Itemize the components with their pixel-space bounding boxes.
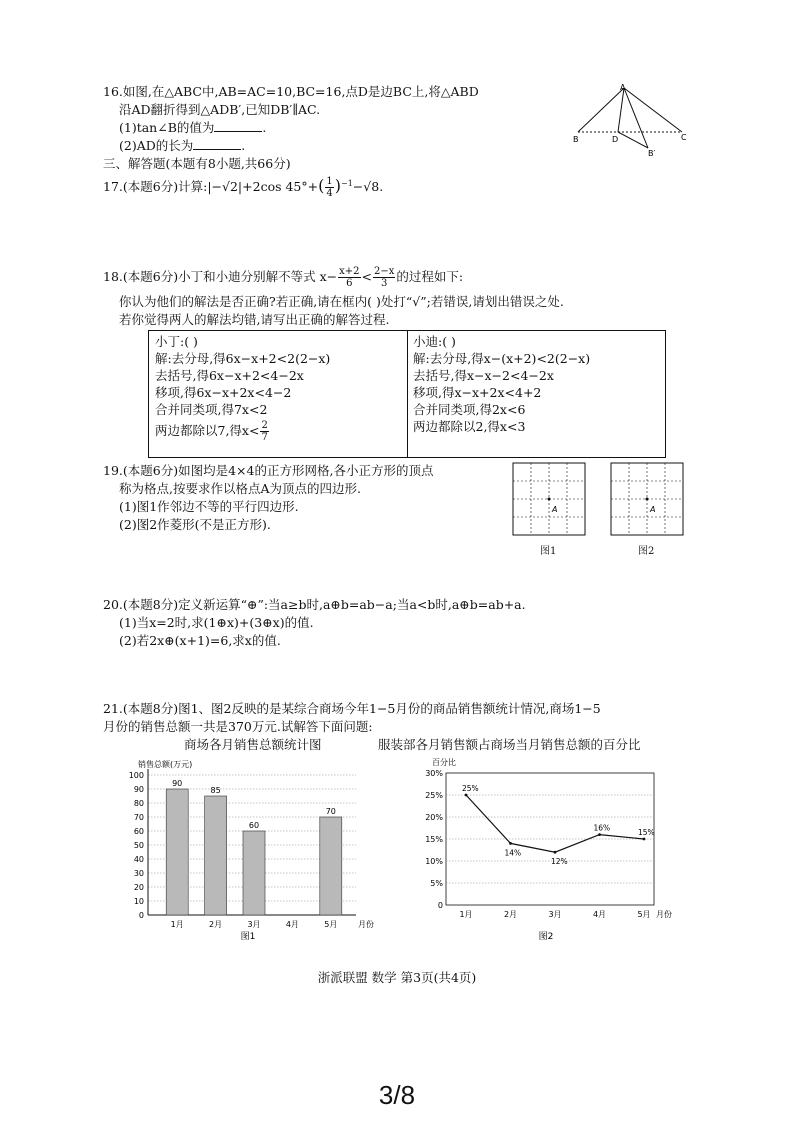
chart2-data-label: 14% <box>504 848 522 858</box>
chart2-point <box>643 838 646 841</box>
q18-right-step: 去括号,得x−x−2<4−2x <box>413 368 554 383</box>
chart2-data-label: 12% <box>551 857 568 867</box>
chart1-bar <box>243 831 265 915</box>
q19-grid-figure-1 <box>512 462 588 540</box>
q18-left-title: 小丁:( ) <box>155 334 198 349</box>
chart2-point <box>554 851 557 854</box>
label-a: A <box>620 83 626 92</box>
q18-ineq-x: x− <box>319 269 338 284</box>
chart2-ytick-label: 5% <box>430 879 443 888</box>
q18-left-column <box>155 333 330 443</box>
q21-line2: 月份的销售总额一共是370万元.试解答下面问题: <box>103 719 373 734</box>
chart2-ytick-label: 25% <box>425 791 443 800</box>
chart1-category-label: 3月 <box>247 920 261 929</box>
chart2-data-label: 25% <box>462 784 479 793</box>
q19-grid-figure-2 <box>610 462 686 540</box>
q19-part1: (1)图1作邻边不等的平行四边形. <box>119 499 299 514</box>
q16-line2: 沿AD翻折得到△ADB′,已知DB′∥AC. <box>119 102 321 117</box>
q18-right-step: 合并同类项,得2x<6 <box>413 402 526 417</box>
chart1-ytick-label: 0 <box>138 911 144 920</box>
chart1-ytick-label: 90 <box>133 785 144 794</box>
q19-caption-1: 图1 <box>540 546 557 557</box>
line-db-prime <box>618 132 648 148</box>
chart1-category-label: 1月 <box>170 920 184 929</box>
grid-point-a <box>548 498 551 501</box>
chart2-data-label: 16% <box>593 823 611 833</box>
chart2-title: 服装部各月销售额占商场当月销售总额的百分比 <box>378 737 641 752</box>
q16-triangle-figure <box>570 82 692 162</box>
chart2-xlabel: 月份 <box>656 910 672 919</box>
chart2-ytick-label: 10% <box>425 857 443 866</box>
q20-part1: (1)当x=2时,求(1⊕x)+(3⊕x)的值. <box>119 615 314 630</box>
chart1-title: 商场各月销售总额统计图 <box>184 737 322 752</box>
q16-part2 <box>119 137 245 154</box>
q18-line3: 若你觉得两人的解法均错,请写出正确的解答过程. <box>119 312 390 327</box>
q16-part1 <box>119 119 266 136</box>
chart1-ytick-label: 50 <box>133 841 144 850</box>
line-ab <box>578 88 624 132</box>
q16-part1-blank <box>214 119 262 132</box>
chart1-ylabel: 销售总额(万元) <box>138 760 193 769</box>
q17-fraction: $\frac{1}{4}$ <box>326 176 333 200</box>
chart1-xlabel: 月份 <box>358 920 374 929</box>
page-footer: 浙派联盟 数学 第3页(共4页) <box>317 970 477 985</box>
chart1-ytick-label: 40 <box>133 855 144 864</box>
chart1-data-label: 70 <box>325 807 336 816</box>
chart2-ytick-label: 20% <box>425 813 443 822</box>
chart2-category-label: 3月 <box>548 910 562 919</box>
q18-right-column <box>413 333 590 435</box>
q16-line1: 16.如图,在△ABC中,AB=AC=10,BC=16,点D是边BC上,将△ABD <box>103 84 479 99</box>
q17-tail: −√8. <box>352 179 384 195</box>
q18-left-step: 移项,得6x−x+2x<4−2 <box>155 385 292 400</box>
chart1-ytick-label: 100 <box>128 771 144 780</box>
q18-right-title: 小迪:( ) <box>413 334 456 349</box>
chart2-point <box>465 794 468 797</box>
page-indicator: 3/8 <box>378 1080 416 1110</box>
q18-suffix: 的过程如下: <box>396 269 464 284</box>
q17-abs: |−√2| <box>207 179 243 195</box>
chart1-category-label: 4月 <box>285 920 299 929</box>
q21-line1: 21.(本题8分)图1、图2反映的是某综合商场今年1−5月份的商品销售额统计情况,商场1−5 <box>103 701 601 716</box>
q19-caption-2: 图2 <box>638 546 655 557</box>
chart2-category-label: 1月 <box>459 910 473 919</box>
label-d: D <box>612 135 619 144</box>
chart1-data-label: 85 <box>210 786 221 795</box>
chart2-ytick-label: 0 <box>437 901 443 910</box>
grid-label-a: A <box>552 505 558 514</box>
q18-right-step: 移项,得x−x+2x<4+2 <box>413 385 542 400</box>
q18-left-last: 两边都除以7,得x< $\frac{2}{7}$ <box>155 420 268 443</box>
chart2-series-line <box>466 795 644 852</box>
q18-line1 <box>103 266 463 289</box>
chart1-ytick-label: 10 <box>133 897 144 906</box>
chart1-ytick-label: 20 <box>133 883 144 892</box>
q18-prefix: 18.(本题6分)小丁和小迪分别解不等式 <box>103 269 316 284</box>
chart2-data-label: 15% <box>638 828 655 837</box>
q18-line2: 你认为他们的解法是否正确?若正确,请在框内( )处打“√”;若错误,请划出错误之处. <box>119 294 564 309</box>
chart1-category-label: 5月 <box>324 920 338 929</box>
chart1-ytick-label: 80 <box>133 799 144 808</box>
chart1-bar <box>205 796 227 915</box>
q18-box-divider <box>407 331 408 457</box>
q17-exponent: −1 <box>341 179 353 188</box>
grid-label-a: A <box>650 505 656 514</box>
q17: 17.(本题6分)计算:|−√2|+2cos 45°+( $\frac{1}{4}$ )$^{-1}$−√8. <box>103 176 384 200</box>
grid-point-a <box>646 498 649 501</box>
label-b: B <box>573 135 579 144</box>
q19-line2: 称为格点,按要求作以格点A为顶点的四边形. <box>119 481 361 496</box>
chart2-ytick-label: 15% <box>425 835 443 844</box>
chart1-ytick-label: 70 <box>133 813 144 822</box>
q18-left-step: 解:去分母,得6x−x+2<2(2−x) <box>155 351 331 366</box>
q18-right-step: 两边都除以2,得x<3 <box>413 419 526 434</box>
q20-part2: (2)若2x⊕(x+1)=6,求x的值. <box>119 633 281 648</box>
chart1-category-label: 2月 <box>209 920 223 929</box>
chart1-ytick-label: 30 <box>133 869 144 878</box>
chart2-point <box>509 842 512 845</box>
label-b-prime: B′ <box>648 149 656 158</box>
q16-part1-end: . <box>262 120 267 135</box>
q18-fraction-2: $\frac{2-x}{3}$ <box>373 266 395 289</box>
q18-fraction-1: $\frac{x+2}{6}$ <box>339 266 360 289</box>
chart1-bar <box>320 817 342 915</box>
q16-part2-end: . <box>241 138 246 153</box>
chart2-caption: 图2 <box>538 932 554 942</box>
chart2-category-label: 4月 <box>592 910 607 919</box>
line-ad <box>618 88 624 132</box>
chart1-caption: 图1 <box>240 932 256 942</box>
q17-prefix: 17.(本题6分)计算: <box>103 179 208 195</box>
chart2-line-chart <box>412 755 692 943</box>
q16-part1-text: (1)tan∠B的值为 <box>119 120 215 135</box>
chart1-data-label: 90 <box>172 779 183 788</box>
chart1-data-label: 60 <box>248 821 260 830</box>
q19-part2: (2)图2作菱形(不是正方形). <box>119 517 271 532</box>
q18-left-step: 去括号,得6x−x+2<4−2x <box>155 368 304 383</box>
q18-left-step: 合并同类项,得7x<2 <box>155 402 268 417</box>
chart2-category-label: 2月 <box>503 910 518 919</box>
q19-line1: 19.(本题6分)如图均是4×4的正方形网格,各小正方形的顶点 <box>103 463 434 478</box>
q16-part2-blank <box>193 137 241 150</box>
chart2-category-label: 5月 <box>637 910 651 919</box>
section-3-heading: 三、解答题(本题有8小题,共66分) <box>103 156 291 171</box>
q17-mid: +2cos 45°+ <box>242 179 319 195</box>
chart2-ylabel: 百分比 <box>432 758 456 767</box>
chart2-point <box>598 833 601 836</box>
chart1-ytick-label: 60 <box>133 827 144 836</box>
chart1-bar-chart <box>118 755 380 943</box>
q20-line1: 20.(本题8分)定义新运算“⊕”:当a≥b时,a⊕b=ab−a;当a<b时,a⊕b=ab+a. <box>103 597 526 612</box>
label-c: C <box>681 133 687 142</box>
chart1-bar <box>166 789 188 915</box>
q16-part2-text: (2)AD的长为 <box>119 138 194 153</box>
q18-answer-box <box>148 330 666 458</box>
chart2-ytick-label: 30% <box>425 769 443 778</box>
q18-right-step: 解:去分母,得x−(x+2)<2(2−x) <box>413 351 591 366</box>
q18-lt: < <box>361 269 372 284</box>
